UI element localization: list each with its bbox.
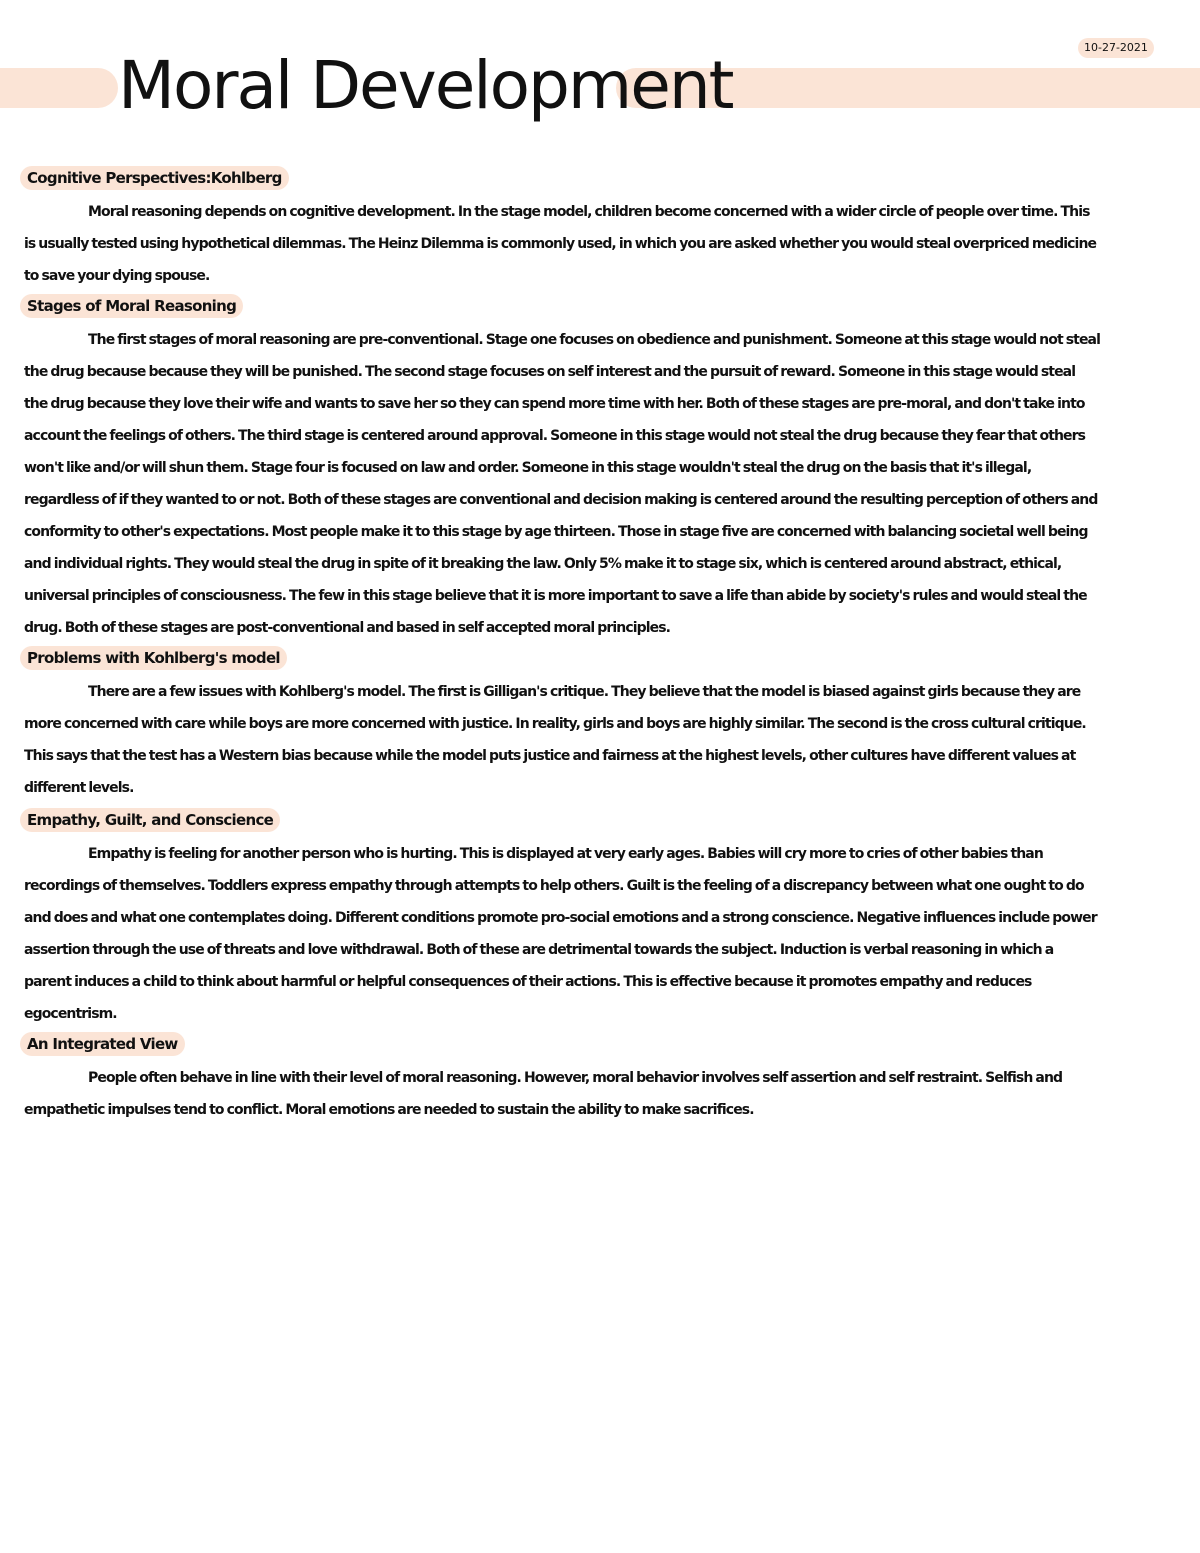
section-body: People often behave in line with their level of moral reasoning. However, moral behavior involves self assertion and self restraint. Selfish and empathetic impulses tend to conflict. Moral emotions are needed to sustain the ability to make sacrifices. <box>24 1070 1063 1118</box>
title-band-left <box>0 68 118 108</box>
section-heading: Stages of Moral Reasoning <box>20 294 243 318</box>
section-heading: Cognitive Perspectives:Kohlberg <box>20 166 289 190</box>
section-empathy-guilt-conscience <box>20 808 1100 1030</box>
section-body: Moral reasoning depends on cognitive development. In the stage model, children become concerned with a wider circle of people over time. This is usually tested using hypothetical dilemmas. The Heinz Dilemma is commonly used, in which you are asked whether you would steal overpriced medicine to save your dying spouse. <box>24 204 1097 284</box>
section-body: The first stages of moral reasoning are pre-conventional. Stage one focuses on obedience and punishment. Someone at this stage would not steal the drug because because they will be punished. The second stage focuses on self interest and the pursuit of reward. Someone in this stage would steal the drug because they love their wife and wants to save her so they can spend more time with her. Both of these stages are pre-moral, and don't take into account the feelings of others. The third stage is centered around approval. Someone in this stage would not steal the drug because they fear that others won't like and/or will shun them. Stage four is focused on law and order. Someone in this stage wouldn't steal the drug on the basis that it's illegal, regardless of if they wanted to or not. Both of these stages are conventional and decision making is centered around the resulting perception of others and conformity to other's expectations. Most people make it to this stage by age thirteen. Those in stage five are concerned with balancing societal well being and individual rights. They would steal the drug in spite of it breaking the law. Only 5% make it to stage six, which is centered around abstract, ethical, universal principles of consciousness. The few in this stage believe that it is more important to save a life than abide by society's rules and would steal the drug. Both of these stages are post-conventional and based in self accepted moral principles. <box>24 332 1100 636</box>
section-cognitive-perspectives <box>20 166 1100 292</box>
section-integrated-view <box>20 1032 1100 1126</box>
section-problems-with-kohlberg <box>20 646 1100 804</box>
section-heading: Problems with Kohlberg's model <box>20 646 287 670</box>
page-title: Moral Development <box>118 47 733 124</box>
section-heading: Empathy, Guilt, and Conscience <box>20 808 280 832</box>
date-label: 10-27-2021 <box>1078 38 1154 58</box>
section-heading: An Integrated View <box>20 1032 185 1056</box>
section-body: Empathy is feeling for another person who is hurting. This is displayed at very early ages. Babies will cry more to cries of other babies than recordings of themselves. Toddlers express empathy through attempts to help others. Guilt is the feeling of a discrepancy between what one ought to do and does and what one contemplates doing. Different conditions promote pro-social emotions and a strong conscience. Negative influences include power assertion through the use of threats and love withdrawal. Both of these are detrimental towards the subject. Induction is verbal reasoning in which a parent induces a child to think about harmful or helpful consequences of their actions. This is effective because it promotes empathy and reduces egocentrism. <box>24 846 1097 1022</box>
section-stages-of-moral-reasoning <box>20 294 1100 644</box>
section-body: There are a few issues with Kohlberg's model. The first is Gilligan's critique. They believe that the model is biased against girls because they are more concerned with care while boys are more concerned with justice. In reality, girls and boys are highly similar. The second is the cross cultural critique. This says that the test has a Western bias because while the model puts justice and fairness at the highest levels, other cultures have different values at different levels. <box>24 684 1086 796</box>
